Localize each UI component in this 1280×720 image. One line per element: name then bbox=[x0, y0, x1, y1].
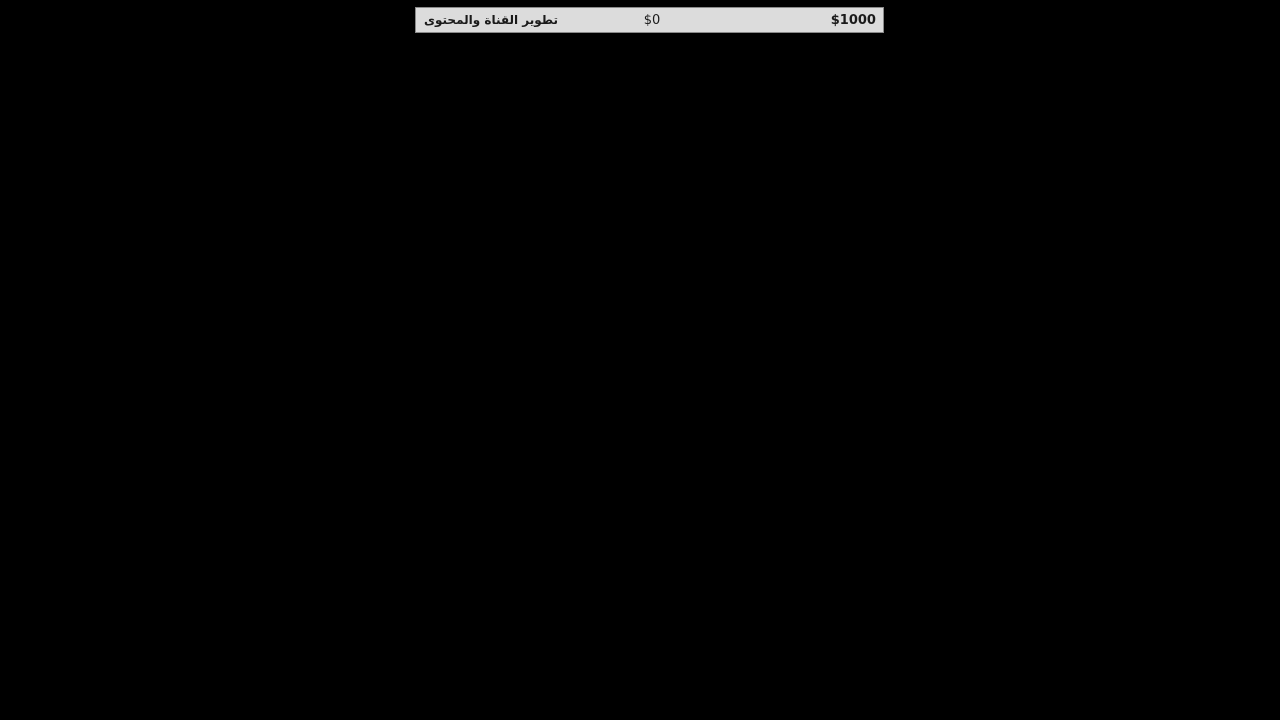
budget-table-row bbox=[415, 7, 884, 33]
budget-total-value: $1000 bbox=[830, 12, 876, 28]
budget-category-label bbox=[416, 13, 577, 27]
budget-category-text: تطوير القناة والمحتوى bbox=[424, 13, 558, 27]
budget-spent-value: $0 bbox=[643, 12, 661, 28]
